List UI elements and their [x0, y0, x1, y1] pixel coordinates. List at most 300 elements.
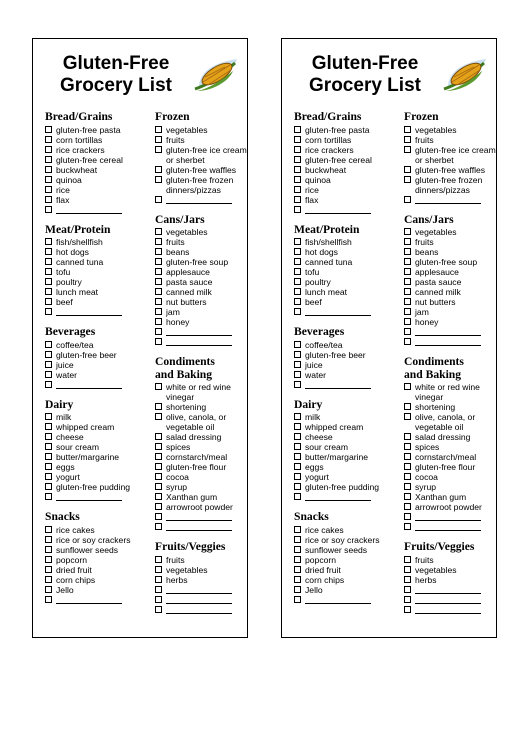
- list-item: [294, 340, 402, 350]
- item-label: sour cream: [305, 442, 348, 452]
- item-list: [294, 125, 402, 215]
- write-in-line[interactable]: [166, 586, 232, 594]
- list-item: [404, 227, 496, 237]
- checkbox[interactable]: [45, 206, 52, 213]
- list-item: [294, 412, 402, 422]
- checkbox[interactable]: [294, 176, 301, 183]
- section-col2-0: [404, 111, 496, 205]
- section-col2-2: [404, 356, 496, 532]
- checkbox[interactable]: [45, 278, 52, 285]
- blank-item: [294, 595, 402, 605]
- item-label: white or red wine vinegar: [415, 382, 480, 402]
- checkbox[interactable]: [45, 576, 52, 583]
- write-in-line[interactable]: [415, 586, 481, 594]
- checkbox[interactable]: [404, 523, 411, 530]
- list-column-2: [404, 111, 496, 624]
- checkbox[interactable]: [155, 566, 162, 573]
- list-item: [294, 257, 402, 267]
- section-title: Cans/Jars: [155, 212, 205, 226]
- write-in-line[interactable]: [166, 596, 232, 604]
- item-label: lunch meat: [305, 287, 348, 297]
- checkbox[interactable]: [45, 248, 52, 255]
- checkbox[interactable]: [294, 586, 301, 593]
- item-label: honey: [415, 317, 439, 327]
- blank-item: [155, 195, 247, 205]
- checkbox[interactable]: [294, 423, 301, 430]
- checkbox[interactable]: [45, 238, 52, 245]
- checkbox[interactable]: [404, 238, 411, 245]
- item-label: eggs: [56, 462, 75, 472]
- list-item: [294, 350, 402, 360]
- checkbox[interactable]: [155, 308, 162, 315]
- checkbox[interactable]: [294, 463, 301, 470]
- checkbox[interactable]: [45, 443, 52, 450]
- checkbox[interactable]: [45, 566, 52, 573]
- checkbox[interactable]: [294, 156, 301, 163]
- item-label: salad dressing: [415, 432, 471, 442]
- checkbox[interactable]: [294, 308, 301, 315]
- list-item: [45, 297, 153, 307]
- blank-item: [45, 205, 153, 215]
- checkbox[interactable]: [45, 166, 52, 173]
- item-label: canned milk: [166, 287, 212, 297]
- checkbox[interactable]: [404, 556, 411, 563]
- checkbox[interactable]: [294, 473, 301, 480]
- checkbox[interactable]: [45, 308, 52, 315]
- section-title: [155, 356, 247, 381]
- checkbox[interactable]: [294, 166, 301, 173]
- checkbox[interactable]: [155, 338, 162, 345]
- item-label: gluten-free cereal: [305, 154, 372, 165]
- blank-item: [155, 585, 247, 595]
- section-title-line: Condiments: [404, 355, 464, 368]
- checkbox[interactable]: [45, 413, 52, 420]
- list-item: [404, 462, 496, 472]
- checkbox[interactable]: [155, 228, 162, 235]
- write-in-line[interactable]: [56, 308, 122, 316]
- blank-item: [294, 380, 402, 390]
- corn-icon: [442, 55, 488, 93]
- checkbox[interactable]: [155, 413, 162, 420]
- checkbox[interactable]: [404, 166, 411, 173]
- checkbox[interactable]: [404, 576, 411, 583]
- list-item: [404, 442, 496, 452]
- write-in-line[interactable]: [415, 196, 481, 204]
- checkbox[interactable]: [294, 556, 301, 563]
- checkbox[interactable]: [404, 566, 411, 573]
- write-in-line[interactable]: [166, 513, 232, 521]
- list-item: [294, 237, 402, 247]
- item-label: corn tortillas: [305, 134, 352, 145]
- checkbox[interactable]: [45, 586, 52, 593]
- list-item: [45, 432, 153, 442]
- checkbox[interactable]: [45, 186, 52, 193]
- list-item: [404, 307, 496, 317]
- blank-item: [294, 492, 402, 502]
- item-label: milk: [305, 412, 321, 422]
- write-in-line[interactable]: [415, 338, 481, 346]
- checkbox[interactable]: [294, 206, 301, 213]
- checkbox[interactable]: [45, 546, 52, 553]
- checkbox[interactable]: [155, 586, 162, 593]
- checkbox[interactable]: [404, 586, 411, 593]
- checkbox[interactable]: [155, 318, 162, 325]
- checkbox[interactable]: [155, 523, 162, 530]
- list-item: [294, 287, 402, 297]
- checkbox[interactable]: [404, 136, 411, 143]
- list-item: [294, 575, 402, 585]
- checkbox[interactable]: [45, 298, 52, 305]
- checkbox[interactable]: [45, 483, 52, 490]
- checkbox[interactable]: [404, 248, 411, 255]
- item-label: whipped cream: [56, 422, 115, 432]
- checkbox[interactable]: [155, 463, 162, 470]
- checkbox[interactable]: [45, 351, 52, 358]
- checkbox[interactable]: [45, 433, 52, 440]
- checkbox[interactable]: [294, 258, 301, 265]
- list-item: [294, 482, 402, 492]
- checkbox[interactable]: [404, 483, 411, 490]
- checkbox[interactable]: [45, 556, 52, 563]
- checkbox[interactable]: [404, 268, 411, 275]
- write-in-line[interactable]: [56, 381, 122, 389]
- list-item: [155, 307, 247, 317]
- checkbox[interactable]: [155, 433, 162, 440]
- checkbox[interactable]: [294, 288, 301, 295]
- write-in-line[interactable]: [415, 596, 481, 604]
- checkbox[interactable]: [155, 126, 162, 133]
- list-item: [155, 462, 247, 472]
- checkbox[interactable]: [294, 596, 301, 603]
- checkbox[interactable]: [404, 443, 411, 450]
- checkbox[interactable]: [404, 328, 411, 335]
- item-label: vegetables: [166, 227, 208, 237]
- checkbox[interactable]: [404, 503, 411, 510]
- checkbox[interactable]: [155, 278, 162, 285]
- checkbox[interactable]: [155, 473, 162, 480]
- checkbox[interactable]: [45, 341, 52, 348]
- checkbox[interactable]: [45, 361, 52, 368]
- checkbox[interactable]: [155, 136, 162, 143]
- section-title: Dairy: [294, 397, 323, 411]
- list-item: [45, 585, 153, 595]
- item-label: fruits: [166, 237, 185, 247]
- blank-item: [404, 585, 496, 595]
- list-item: [155, 482, 247, 492]
- checkbox[interactable]: [155, 288, 162, 295]
- item-label: gluten-free beer: [56, 349, 117, 360]
- section-title: Bread/Grains: [45, 110, 113, 123]
- list-item: [45, 155, 153, 165]
- write-in-line[interactable]: [305, 596, 371, 604]
- checkbox[interactable]: [404, 338, 411, 345]
- checkbox[interactable]: [404, 473, 411, 480]
- checkbox[interactable]: [45, 136, 52, 143]
- blank-item: [294, 307, 402, 317]
- write-in-line[interactable]: [415, 606, 481, 614]
- checkbox[interactable]: [155, 513, 162, 520]
- item-label: shortening: [415, 402, 456, 412]
- checkbox[interactable]: [294, 238, 301, 245]
- checkbox[interactable]: [294, 351, 301, 358]
- checkbox[interactable]: [404, 433, 411, 440]
- checkbox[interactable]: [294, 576, 301, 583]
- write-in-line[interactable]: [166, 338, 232, 346]
- checkbox[interactable]: [155, 328, 162, 335]
- checkbox[interactable]: [45, 288, 52, 295]
- item-label: rice or soy crackers: [305, 534, 380, 545]
- checkbox[interactable]: [404, 278, 411, 285]
- list-item: [294, 165, 402, 175]
- checkbox[interactable]: [404, 596, 411, 603]
- checkbox[interactable]: [404, 383, 411, 390]
- checkbox[interactable]: [45, 146, 52, 153]
- list-item: [294, 585, 402, 595]
- write-in-line[interactable]: [305, 381, 371, 389]
- list-item: [45, 545, 153, 555]
- checkbox[interactable]: [294, 433, 301, 440]
- list-item: [294, 432, 402, 442]
- item-label: butter/margarine: [305, 452, 369, 462]
- section-col2-1: [155, 214, 247, 348]
- section-col2-3: [404, 541, 496, 615]
- checkbox[interactable]: [45, 371, 52, 378]
- checkbox[interactable]: [294, 268, 301, 275]
- list-item: [45, 267, 153, 277]
- write-in-line[interactable]: [305, 308, 371, 316]
- checkbox[interactable]: [155, 146, 162, 153]
- write-in-line[interactable]: [56, 206, 122, 214]
- list-item: [294, 452, 402, 462]
- checkbox[interactable]: [404, 228, 411, 235]
- write-in-line[interactable]: [305, 206, 371, 214]
- list-item: [155, 247, 247, 257]
- write-in-line[interactable]: [415, 513, 481, 521]
- item-label: buckwheat: [305, 164, 347, 175]
- list-item: [155, 555, 247, 565]
- checkbox[interactable]: [45, 196, 52, 203]
- checkbox[interactable]: [45, 493, 52, 500]
- item-label: tofu: [305, 267, 320, 277]
- checkbox[interactable]: [404, 413, 411, 420]
- write-in-line[interactable]: [415, 328, 481, 336]
- checkbox[interactable]: [45, 596, 52, 603]
- item-label: spices: [166, 442, 191, 452]
- list-item: [404, 412, 496, 432]
- checkbox[interactable]: [45, 156, 52, 163]
- blank-item: [155, 512, 247, 522]
- checkbox[interactable]: [404, 126, 411, 133]
- checkbox[interactable]: [45, 453, 52, 460]
- checkbox[interactable]: [45, 536, 52, 543]
- list-item: [155, 317, 247, 327]
- list-item: [45, 257, 153, 267]
- checkbox[interactable]: [155, 238, 162, 245]
- checkbox[interactable]: [294, 186, 301, 193]
- list-item: [294, 422, 402, 432]
- list-item: [155, 267, 247, 277]
- checkbox[interactable]: [404, 258, 411, 265]
- checkbox[interactable]: [294, 298, 301, 305]
- write-in-line[interactable]: [56, 596, 122, 604]
- checkbox[interactable]: [155, 403, 162, 410]
- checkbox[interactable]: [155, 298, 162, 305]
- list-item: [45, 287, 153, 297]
- checkbox[interactable]: [45, 176, 52, 183]
- checkbox[interactable]: [45, 463, 52, 470]
- checkbox[interactable]: [294, 248, 301, 255]
- checkbox[interactable]: [155, 196, 162, 203]
- checkbox[interactable]: [294, 453, 301, 460]
- checkbox[interactable]: [155, 596, 162, 603]
- checkbox[interactable]: [404, 493, 411, 500]
- list-item: [155, 492, 247, 502]
- list-item: [404, 257, 496, 267]
- list-item: [155, 145, 247, 165]
- list-item: [404, 402, 496, 412]
- checkbox[interactable]: [404, 298, 411, 305]
- checkbox[interactable]: [45, 473, 52, 480]
- item-label: arrowroot powder: [415, 502, 482, 512]
- checkbox[interactable]: [155, 493, 162, 500]
- checkbox[interactable]: [294, 371, 301, 378]
- item-label: coffee/tea: [56, 339, 94, 350]
- section-title: Dairy: [45, 397, 74, 411]
- checkbox[interactable]: [294, 443, 301, 450]
- section-title-line: Condiments: [155, 355, 215, 368]
- list-item: [45, 555, 153, 565]
- checkbox[interactable]: [404, 606, 411, 613]
- checkbox[interactable]: [45, 258, 52, 265]
- checkbox[interactable]: [294, 341, 301, 348]
- item-label: herbs: [415, 574, 437, 585]
- checkbox[interactable]: [294, 546, 301, 553]
- list-item: [404, 432, 496, 442]
- checkbox[interactable]: [155, 453, 162, 460]
- checkbox[interactable]: [155, 268, 162, 275]
- checkbox[interactable]: [404, 146, 411, 153]
- item-list: [155, 227, 247, 347]
- checkbox[interactable]: [155, 176, 162, 183]
- checkbox[interactable]: [155, 443, 162, 450]
- list-item: [294, 545, 402, 555]
- checkbox[interactable]: [404, 308, 411, 315]
- checkbox[interactable]: [294, 196, 301, 203]
- item-label: beef: [305, 297, 322, 307]
- checkbox[interactable]: [45, 126, 52, 133]
- checkbox[interactable]: [294, 413, 301, 420]
- list-item: [155, 402, 247, 412]
- item-label: juice: [305, 359, 323, 370]
- checkbox[interactable]: [404, 196, 411, 203]
- checkbox[interactable]: [294, 146, 301, 153]
- list-item: [45, 247, 153, 257]
- item-label: sour cream: [56, 442, 99, 452]
- item-label: Jello: [56, 584, 74, 595]
- write-in-line[interactable]: [166, 523, 232, 531]
- list-item: [45, 482, 153, 492]
- list-item: [45, 175, 153, 185]
- write-in-line[interactable]: [166, 196, 232, 204]
- list-item: [155, 237, 247, 247]
- checkbox[interactable]: [45, 381, 52, 388]
- item-label: gluten-free pasta: [56, 124, 121, 135]
- checkbox[interactable]: [404, 513, 411, 520]
- item-label: corn chips: [305, 574, 345, 585]
- blank-item: [155, 595, 247, 605]
- write-in-line[interactable]: [305, 493, 371, 501]
- checkbox[interactable]: [294, 493, 301, 500]
- checkbox[interactable]: [155, 483, 162, 490]
- write-in-line[interactable]: [166, 606, 232, 614]
- checkbox[interactable]: [294, 126, 301, 133]
- checkbox[interactable]: [294, 566, 301, 573]
- section-title-line: and Baking: [404, 367, 462, 381]
- list-item: [294, 442, 402, 452]
- blank-item: [155, 337, 247, 347]
- checkbox[interactable]: [404, 463, 411, 470]
- item-label: gluten-free flour: [415, 462, 476, 472]
- item-label: gluten-free frozen dinners/pizzas: [415, 174, 483, 195]
- checkbox[interactable]: [294, 136, 301, 143]
- list-item: [404, 135, 496, 145]
- checkbox[interactable]: [155, 606, 162, 613]
- checkbox[interactable]: [45, 268, 52, 275]
- checkbox[interactable]: [404, 288, 411, 295]
- page-title-line: Grocery List: [60, 75, 172, 96]
- blank-item: [155, 327, 247, 337]
- checkbox[interactable]: [155, 258, 162, 265]
- write-in-line[interactable]: [56, 493, 122, 501]
- list-item: [404, 267, 496, 277]
- item-label: lunch meat: [56, 287, 99, 297]
- checkbox[interactable]: [404, 453, 411, 460]
- checkbox[interactable]: [45, 526, 52, 533]
- write-in-line[interactable]: [415, 523, 481, 531]
- list-item: [45, 442, 153, 452]
- checkbox[interactable]: [404, 403, 411, 410]
- item-label: hot dogs: [56, 247, 89, 257]
- checkbox[interactable]: [45, 423, 52, 430]
- list-item: [404, 125, 496, 135]
- item-label: gluten-free soup: [415, 257, 478, 267]
- checkbox[interactable]: [294, 526, 301, 533]
- write-in-line[interactable]: [166, 328, 232, 336]
- list-item: [404, 237, 496, 247]
- item-label: gluten-free flour: [166, 462, 227, 472]
- checkbox[interactable]: [404, 318, 411, 325]
- checkbox[interactable]: [294, 483, 301, 490]
- item-label: corn chips: [56, 574, 96, 585]
- list-item: [45, 350, 153, 360]
- item-list: [294, 340, 402, 390]
- checkbox[interactable]: [294, 361, 301, 368]
- checkbox[interactable]: [294, 278, 301, 285]
- checkbox[interactable]: [294, 381, 301, 388]
- checkbox[interactable]: [155, 503, 162, 510]
- list-item: [294, 472, 402, 482]
- checkbox[interactable]: [294, 536, 301, 543]
- checkbox[interactable]: [155, 556, 162, 563]
- list-item: [404, 575, 496, 585]
- checkbox[interactable]: [155, 383, 162, 390]
- checkbox[interactable]: [155, 248, 162, 255]
- checkbox[interactable]: [404, 176, 411, 183]
- checkbox[interactable]: [155, 166, 162, 173]
- item-label: jam: [415, 307, 429, 317]
- section-col2-0: [155, 111, 247, 205]
- checkbox[interactable]: [155, 576, 162, 583]
